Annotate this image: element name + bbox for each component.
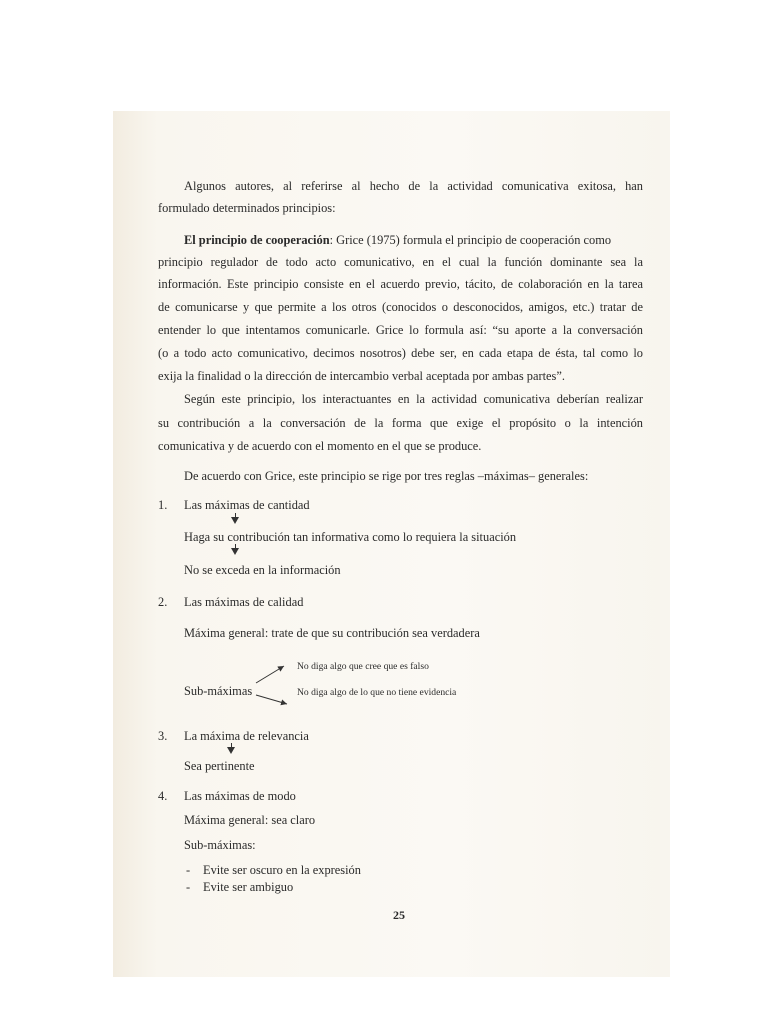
sub-maxim-quality-2: No diga algo de lo que no tiene evidencia — [297, 687, 457, 698]
sub-maxims-label: Sub-máximas — [184, 684, 253, 698]
arrow-down-right-icon — [256, 695, 287, 704]
paragraph-1-line-2: formulado determinados principios: — [158, 201, 336, 215]
list-number-3: 3. — [158, 729, 168, 743]
paragraph-3-line-2: su contribución a la conversación de la forma que exige el propósito o la intención — [158, 416, 643, 430]
paragraph-2-line-2: principio regulador de todo acto comunicativo, en el cual la función dominante sea la — [158, 255, 643, 269]
paragraph-2-line-5: entender lo que intentamos comunicarle. Grice lo formula así: “su aporte a la conversación — [158, 323, 643, 337]
paragraph-2-line-3: información. Este principio consiste en el acuerdo previo, tácito, de colaboración en la tarea — [158, 277, 643, 291]
sub-maxim-manner-2: Evite ser ambiguo — [203, 880, 294, 894]
paragraph-2-line-1-rest: : Grice (1975) formula el principio de cooperación como — [329, 233, 612, 247]
maxim-manner-general: Máxima general: sea claro — [184, 813, 316, 827]
maxim-quality-title: Las máximas de calidad — [184, 595, 304, 609]
list-dash: - — [186, 880, 191, 894]
arrow-down-icon — [227, 747, 235, 754]
list-number-2: 2. — [158, 595, 168, 609]
paragraph-2-line-4: de comunicarse y que permite a los otros (conocidos o desconocidos, amigos, etc.) tratar de — [158, 300, 643, 314]
paragraph-4-line-1: De acuerdo con Grice, este principio se rige por tres reglas –máximas– generales: — [184, 469, 589, 483]
sub-maxim-manner-1: Evite ser oscuro en la expresión — [203, 863, 361, 877]
page-number: 25 — [393, 908, 405, 922]
maxim-relevance-rule: Sea pertinente — [184, 759, 255, 773]
maxim-quality-general: Máxima general: trate de que su contribución sea verdadera — [184, 626, 480, 640]
sub-maxims-label-2: Sub-máximas: — [184, 838, 256, 852]
maxim-quantity-rule-1: Haga su contribución tan informativa como lo requiera la situación — [184, 530, 517, 544]
arrow-up-right-icon — [256, 666, 284, 683]
paragraph-3-line-1: Según este principio, los interactuantes en la actividad comunicativa deberían realizar — [184, 392, 643, 406]
paragraph-2-line-7: exija la finalidad o la dirección de intercambio verbal aceptada por ambas partes”. — [158, 369, 565, 383]
maxim-quantity-rule-2: No se exceda en la información — [184, 563, 341, 577]
list-dash: - — [186, 863, 191, 877]
maxim-quantity-title: Las máximas de cantidad — [184, 498, 310, 512]
paragraph-3-line-3: comunicativa y de acuerdo con el momento en el que se produce. — [158, 439, 482, 453]
principle-heading: El principio de cooperación — [184, 233, 330, 247]
maxim-manner-title: Las máximas de modo — [184, 789, 296, 803]
paragraph-2-line-6: (o a todo acto comunicativo, decimos nosotros) debe ser, en cada etapa de ésta, tal como lo — [158, 346, 643, 360]
paragraph-1-line-1: Algunos autores, al referirse al hecho de la actividad comunicativa exitosa, han — [184, 179, 643, 193]
list-number-1: 1. — [158, 498, 168, 512]
sub-maxim-quality-1: No diga algo que cree que es falso — [297, 661, 429, 672]
list-number-4: 4. — [158, 789, 168, 803]
maxim-relevance-title: La máxima de relevancia — [184, 729, 309, 743]
